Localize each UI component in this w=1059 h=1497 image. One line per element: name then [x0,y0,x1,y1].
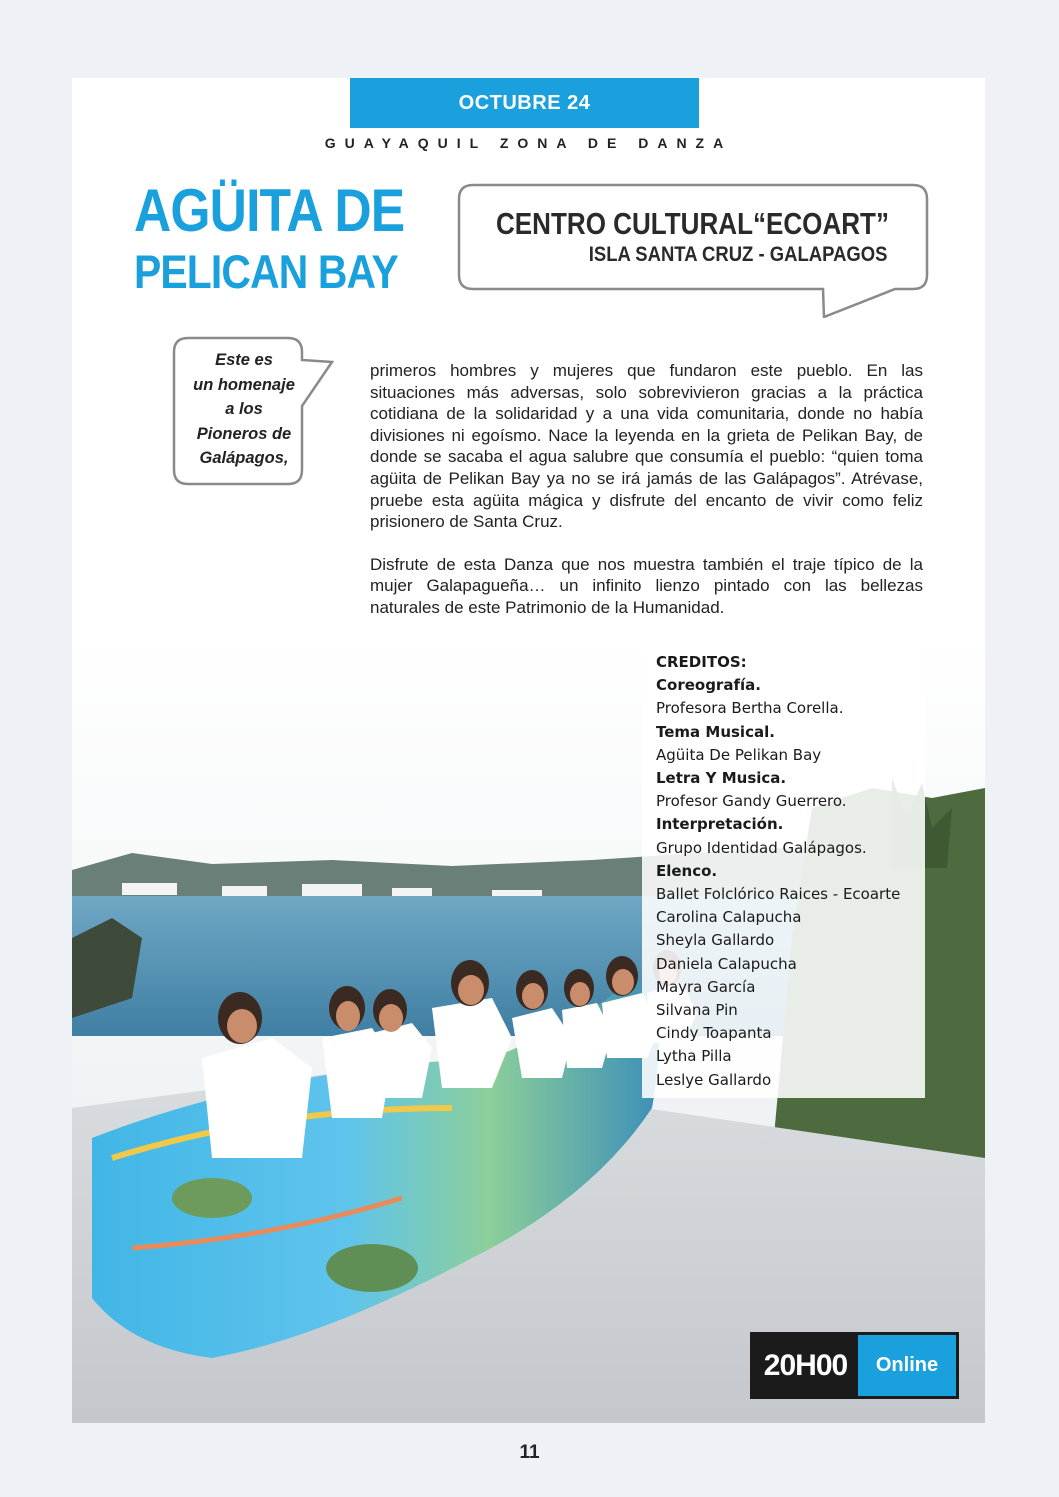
cast-member: Silvana Pin [656,1001,738,1020]
event-time: 20H00 [763,1348,848,1382]
date-banner: OCTUBRE 24 [350,78,699,128]
cast-member: Carolina Calapucha [656,908,802,927]
credit-value: Profesor Gandy Guerrero. [656,792,847,811]
quote-line: Este es [215,351,273,369]
credits-list [656,651,924,1092]
cast-member: Sheyla Gallardo [656,931,775,950]
quote-line: Pioneros de [196,424,292,443]
quote-line: a los [225,400,263,418]
cast-member: Ballet Folclórico Raices - Ecoarte [656,885,901,904]
credit-label: Interpretación. [656,815,784,834]
cast-member: Lytha Pilla [656,1047,732,1066]
credit-label: Coreografía. [656,676,761,695]
event-series-label: GUAYAQUIL ZONA DE DANZA [324,135,733,151]
venue-location: ISLA SANTA CRUZ - GALAPAGOS [588,243,887,266]
cast-member: Leslye Gallardo [656,1070,772,1089]
credit-label: Tema Musical. [656,722,775,741]
cast-member: Cindy Toapanta [656,1024,772,1043]
venue-name: CENTRO CULTURAL“ECOART” [496,206,889,241]
body-paragraph: primeros hombres y mujeres que fundaron este pueblo. En las situaciones más adversas, solo sobrevivieron gracias a la práctica cotidiana de la solidaridad y a una vida comunitaria, donde no había divisiones ni egoísmo. Nace la leyenda en la grieta de Pelikan Bay, de donde se sacaba el agua salubre que consumía el pueblo: “quien toma agüita de Pelikan Bay ya no se irá jamás de las Galápagos”. Atrévase, pruebe esta agüita mágica y disfrute del encanto de vivir como feliz prisionero de Santa Cruz. [370,361,923,532]
cast-member: Daniela Calapucha [656,954,797,973]
cast-member: Mayra García [656,977,756,996]
body-text [370,360,923,640]
body-paragraph: Disfrute de esta Danza que nos muestra también el traje típico de la mujer Galapagueña… un infinito lienzo pintado con las bellezas naturales de este Patrimonio de la Humanidad. [370,554,923,617]
schedule-badge [750,1332,959,1399]
quote-text [180,348,308,471]
event-mode: Online [858,1335,956,1396]
event-title-line-1: AGÜITA DE [134,177,405,244]
quote-line: un homenaje [193,375,295,394]
credit-value: Grupo Identidad Galápagos. [656,838,867,857]
credits-heading: CREDITOS: [656,653,747,671]
event-title-line-2: PELICAN BAY [134,245,398,298]
credit-value: Agüita De Pelikan Bay [656,745,822,764]
credit-label: Elenco. [656,861,718,880]
page-number: 11 [519,1442,540,1463]
credit-value: Profesora Bertha Corella. [656,699,844,718]
credit-label: Letra Y Musica. [656,769,787,788]
page [72,78,985,1423]
quote-line: Galápagos, [199,449,289,467]
